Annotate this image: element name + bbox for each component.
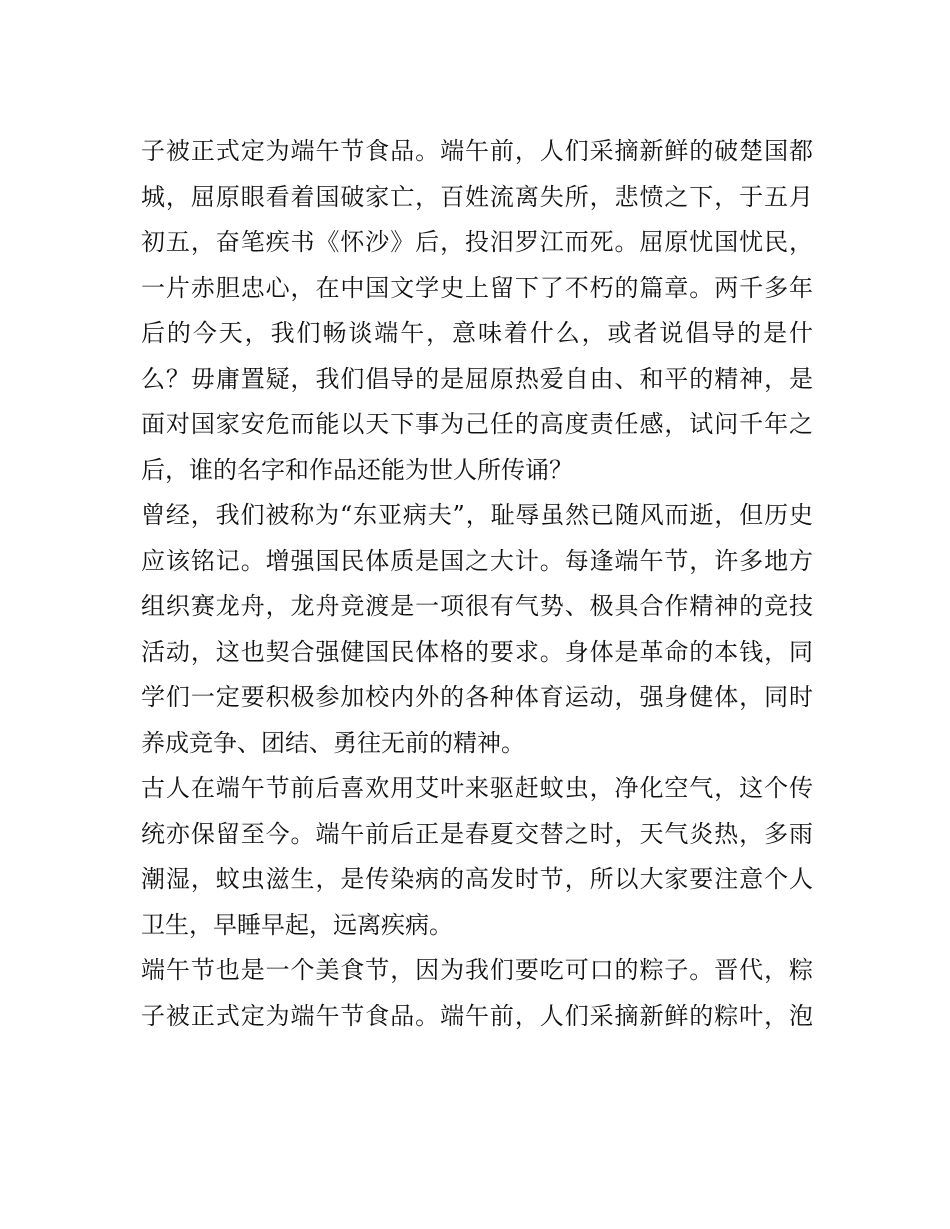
- document-page: [141, 129, 813, 1039]
- text-line: 学们一定要积极参加校内外的各种体育运动，强身健体，同时: [141, 683, 813, 711]
- text-line: 子被正式定为端午节食品。端午前，人们采摘新鲜的粽叶，泡: [141, 1001, 813, 1030]
- text-line: 一片赤胆忠心，在中国文学史上留下了不朽的篇章。两千多年: [141, 273, 813, 302]
- text-line: 古人在端午节前后喜欢用艾叶来驱赶蚊虫，净化空气，这个传: [141, 774, 813, 802]
- text-line: 潮湿，蚊虫滋生，是传染病的高发时节，所以大家要注意个人: [141, 865, 813, 893]
- text-line: 么？毋庸置疑，我们倡导的是屈原热爱自由、和平的精神，是: [141, 364, 813, 393]
- text-line: 面对国家安危而能以天下事为己任的高度责任感，试问千年之: [141, 410, 813, 438]
- text-line: 统亦保留至今。端午前后正是春夏交替之时，天气炎热，多雨: [141, 819, 813, 848]
- text-line: 端午节也是一个美食节，因为我们要吃可口的粽子。晋代，粽: [141, 956, 813, 984]
- text-line: 卫生，早睡早起，远离疾病。: [141, 910, 453, 939]
- text-line: 活动，这也契合强健国民体格的要求。身体是革命的本钱，同: [141, 637, 813, 666]
- text-line: 应该铭记。增强国民体质是国之大计。每逢端午节，许多地方: [141, 546, 813, 575]
- text-line: 组织赛龙舟，龙舟竞渡是一项很有气势、极具合作精神的竞技: [141, 592, 813, 620]
- paragraph-qu-yuan: [141, 129, 813, 493]
- text-line: 子被正式定为端午节食品。端午前，人们采摘新鲜的破楚国都: [141, 137, 813, 165]
- text-line: 曾经，我们被称为“东亚病夫”，耻辱虽然已随风而逝，但历史: [141, 501, 813, 529]
- text-line: 后的今天，我们畅谈端午，意味着什么，或者说倡导的是什: [141, 319, 813, 347]
- paragraph-zongzi: [141, 948, 813, 1039]
- paragraph-dragon-boat: [141, 493, 813, 766]
- text-line: 城，屈原眼看着国破家亡，百姓流离失所，悲愤之下，于五月: [141, 182, 813, 211]
- text-line: 初五，奋笔疾书《怀沙》后，投汨罗江而死。屈原忧国忧民，: [141, 228, 813, 256]
- text-line: 养成竞争、团结、勇往无前的精神。: [141, 728, 525, 757]
- text-line: 后，谁的名字和作品还能为世人所传诵？: [141, 455, 573, 484]
- paragraph-mugwort: [141, 766, 813, 948]
